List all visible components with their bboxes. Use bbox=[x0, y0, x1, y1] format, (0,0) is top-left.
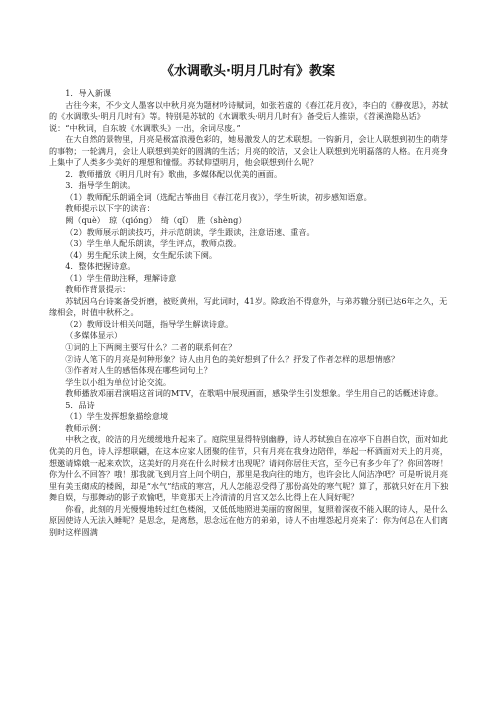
paragraph: （1）教师配乐朗诵全词（选配古筝曲目《春江花月夜》），学生听读，初步感知语意。 bbox=[65, 191, 372, 202]
paragraph: （1）学生借助注释，理解诗意 bbox=[65, 272, 177, 283]
paragraph: 苏轼因乌台诗案备受折磨，被贬黄州，写此词时，41岁。除政治不得意外，与弟苏辙分别已达6年之久，无缘相会，时值中秋杯之。 bbox=[49, 295, 448, 318]
paragraph: 4．整体把握诗意。 bbox=[65, 261, 136, 272]
paragraph: 在大自然的景物里，月亮是极富浪漫色彩的，她易激发人的艺术联想。一钩新月，会让人联想到初生的萌芽的事物；一轮满月，会让人联想到美好的圆满的生活；月亮的皎洁，又会让人联想到光明磊落的人格。在月亮身上集中了人类多少美好的理想和憧憬。苏轼仰望明月，他会联想到什么呢？ bbox=[49, 134, 449, 168]
paragraph: 教师播放邓丽君演唱这首词的MTV，在歌唱中展现画面，感染学生引发想象。学生用自己的话概述诗意。 bbox=[65, 388, 444, 399]
paragraph: （4）男生配乐读上阕，女生配乐读下阕。 bbox=[65, 249, 217, 260]
paragraph: （2）教师展示朗读技巧，并示范朗读，学生跟读，注意语速、重音。 bbox=[65, 226, 315, 237]
paragraph: （1）学生发挥想象描绘意境 bbox=[65, 411, 169, 422]
paragraph: （3）学生单人配乐朗读，学生评点，教师点拨。 bbox=[65, 238, 242, 249]
paragraph: 古往今来，不少文人墨客以中秋月亮为题材吟诗赋词，如张若虚的《春江花月夜》，李白的《静夜思》，苏轼的《水调歌头·明月几时有》等。特别是苏轼的《水调歌头·明月几时有》备受后人推崇，《苕溪渔隐丛话》说：“中秋词，自东坡《水调歌头》一出，余词尽废。” bbox=[49, 99, 448, 133]
document-body bbox=[49, 88, 451, 538]
paragraph: 中秋之夜，皎洁的月光缓缓地升起来了。庭院里显得特别幽静，诗人苏轼独自在凉亭下自斟自饮，面对如此优美的月色，诗人浮想联翩，在这本应家人团聚的佳节，只有月亮在我身边陪伴，举起一杯酒面对天上的月亮，想邀请嫦娥一起来欢饮，这美好的月亮在什么时候才出现呢？请问你居住天宫，至今已有多少年了？你回答呀！你为什么不回答？哦！那我就飞到月宫上问个明白，那里是我向往的地方，也许会比人间洁净吧？可是听说月亮里有美玉砌成的楼阁，却是“水气”结成的寒宫，凡人怎能忍受得了那份高处的寒气呢？算了，那就只好在月下独舞自娱，与那舞动的影子欢愉吧，毕竟那天上冷清清的月宫又怎么比得上在人间好呢？ bbox=[49, 434, 449, 503]
paragraph: ①词的上下两阕主要写什么？二者的联系何在？ bbox=[65, 342, 237, 353]
paragraph: ③作者对人生的感悟体现在哪些词句上？ bbox=[65, 365, 212, 376]
paragraph: 教师提示以下字的读音： bbox=[65, 203, 155, 214]
paragraph: 2．教师播放《明月几时有》歌曲，多媒体配以优美的画面。 bbox=[65, 168, 283, 179]
paragraph: （2）教师设计相关问题，指导学生解读诗意。 bbox=[65, 318, 234, 329]
paragraph: 阙（què） 琼（qióng） 绮（qǐ） 胜（shèng） bbox=[65, 215, 247, 226]
document-title: 《水调歌头·明月几时有》教案 bbox=[161, 64, 335, 79]
paragraph: 教师示例： bbox=[65, 422, 106, 433]
paragraph: 5．品诗 bbox=[65, 399, 95, 410]
paragraph: ②诗人笔下的月亮是何种形象？诗人由月色的美好想到了什么？抒发了作者怎样的思想情感？ bbox=[65, 353, 400, 364]
paragraph: 学生以小组为单位讨论交流。 bbox=[65, 376, 172, 387]
paragraph: 你看，此刻的月光慢慢地转过红色楼阁，又低低地照进美丽的窗阁里，复照着深夜不能入眠的诗人，是什么原因使诗人无法入睡呢？是思念，是离愁，思念远在他方的弟弟，诗人不由埋怨起月亮来了：你为何总在人们离别时这样圆满 bbox=[49, 503, 449, 537]
paragraph: 1．导入新课 bbox=[65, 88, 112, 98]
paragraph: （多媒体显示） bbox=[65, 330, 123, 341]
paragraph: 教师作背景提示： bbox=[65, 284, 131, 295]
paragraph: 3．指导学生朗读。 bbox=[65, 180, 136, 191]
